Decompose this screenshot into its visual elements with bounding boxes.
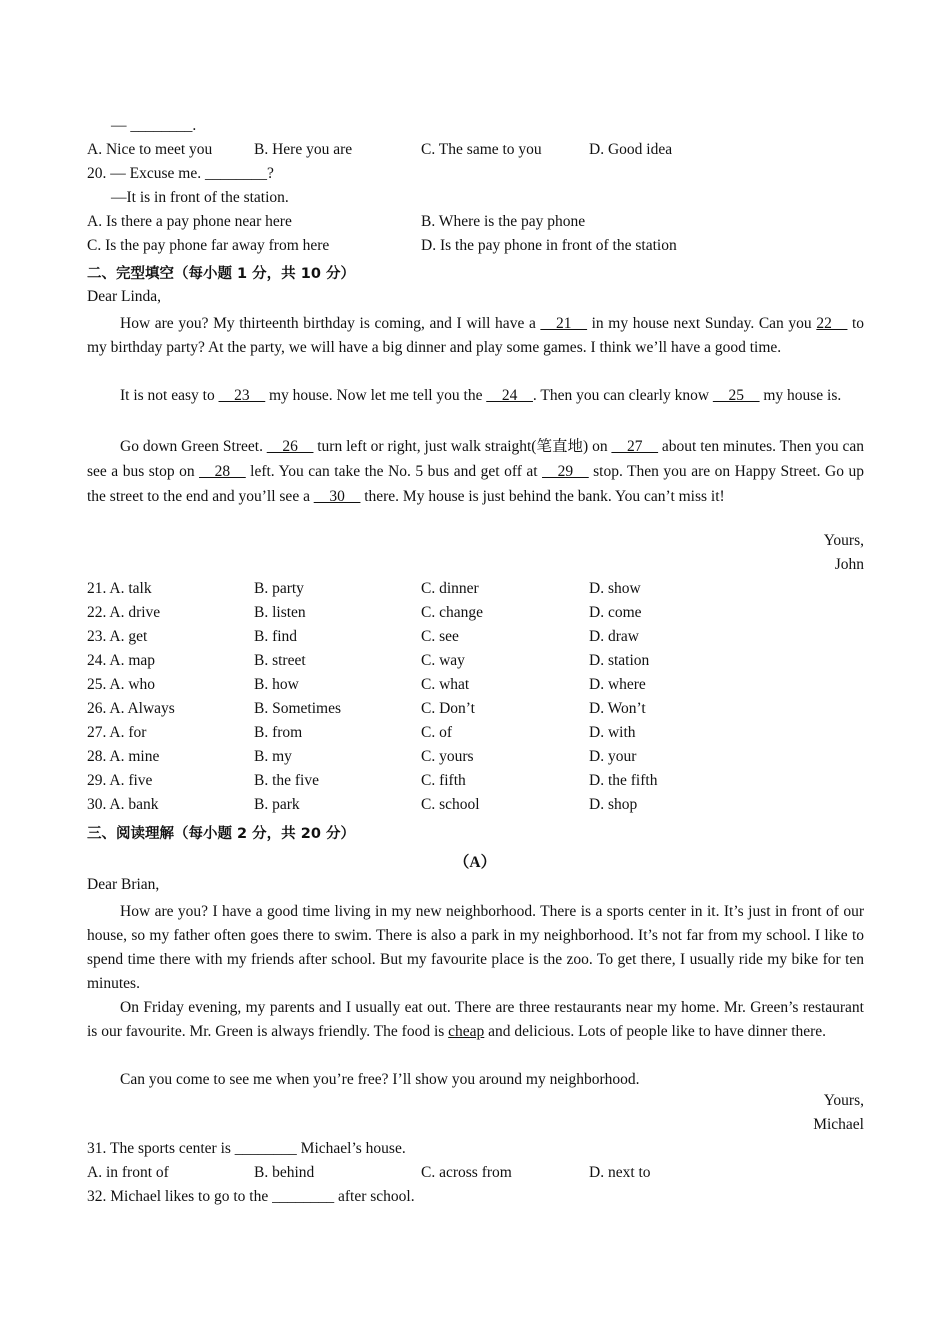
text: my house is. <box>759 387 842 404</box>
q24-option-d: D. station <box>589 652 650 669</box>
q31-option-c: C. across from <box>421 1164 512 1181</box>
q19-option-c: C. The same to you <box>421 141 542 158</box>
text: stop. Then you are on Happy Street. Go up the street to the end and you’ll see a <box>87 463 864 505</box>
q25-option-b: B. how <box>254 676 299 693</box>
q30-option-c: C. school <box>421 796 480 813</box>
q26-option-c: C. Don’t <box>421 700 475 717</box>
reading-closing: Yours, <box>823 1092 864 1109</box>
blank-28: __28__ <box>199 463 246 480</box>
q21-option-a: 21. A. talk <box>87 580 152 597</box>
q23-option-d: D. draw <box>589 628 639 645</box>
q31-option-a: A. in front of <box>87 1164 169 1181</box>
text: left. You can take the No. 5 bus and get off at <box>245 463 543 480</box>
section2-salutation: Dear Linda, <box>87 288 162 305</box>
q21-option-c: C. dinner <box>421 580 479 597</box>
blank-29: __29__ <box>542 463 589 480</box>
q22-option-d: D. come <box>589 604 642 621</box>
q23-option-c: C. see <box>421 628 459 645</box>
q27-option-a: 27. A. for <box>87 724 147 741</box>
reading-paragraph-1: How are you? I have a good time living in my new neighborhood. There is a sports center in it. It’s just in front of our house, so my father often goes there to swim. There is also a park in my neighborhood. It’s not far from my school. I like to spend time there with my friends after school. But my favourite place is the zoo. To get there, I usually ride my bike for ten minutes. <box>87 903 864 992</box>
part-label: （A） <box>453 854 497 871</box>
q20-stem: 20. — Excuse me. ________? <box>87 165 274 182</box>
section2-heading: 二、完型填空（每小题 1 分，共 10 分） <box>87 266 355 282</box>
q29-option-d: D. the fifth <box>589 772 658 789</box>
q31-option-d: D. next to <box>589 1164 651 1181</box>
text: and delicious. Lots of people like to have dinner there. <box>484 1023 827 1040</box>
text: turn left or right, just walk straight(笔直地) on <box>313 438 612 455</box>
q19-option-a: A. Nice to meet you <box>87 141 213 158</box>
q29-option-c: C. fifth <box>421 772 466 789</box>
q27-option-c: C. of <box>421 724 452 741</box>
blank-30: __30__ <box>313 488 361 505</box>
q24-option-b: B. street <box>254 652 306 669</box>
letter-signature: John <box>834 556 864 573</box>
text: there. My house is just behind the bank. You can’t miss it! <box>360 488 725 505</box>
reading-paragraph-2 <box>87 996 864 1044</box>
q28-option-b: B. my <box>254 748 292 765</box>
q20-reply: —It is in front of the station. <box>111 189 289 206</box>
blank-21: __21__ <box>540 315 587 332</box>
q25-option-a: 25. A. who <box>87 676 156 693</box>
q28-option-a: 28. A. mine <box>87 748 160 765</box>
section3-salutation: Dear Brian, <box>87 876 160 893</box>
q19-option-d: D. Good idea <box>589 141 673 158</box>
text: to my birthday party? At the party, we will have a big dinner and play some games. I think we’ll have a good time. <box>87 315 864 356</box>
text: How are you? My thirteenth birthday is coming, and I will have a <box>120 315 541 332</box>
q25-option-c: C. what <box>421 676 470 693</box>
q24-option-c: C. way <box>421 652 465 669</box>
reading-signature: Michael <box>813 1116 864 1133</box>
q22-option-b: B. listen <box>254 604 306 621</box>
blank-27: __27__ <box>611 438 658 455</box>
q24-option-a: 24. A. map <box>87 652 156 669</box>
underlined-word-cheap: cheap <box>448 1023 485 1040</box>
q26-option-d: D. Won’t <box>589 700 646 717</box>
text: It is not easy to <box>120 387 219 404</box>
q29-option-b: B. the five <box>254 772 319 789</box>
q21-option-d: D. show <box>589 580 641 597</box>
q20-option-a: A. Is there a pay phone near here <box>87 213 292 230</box>
cloze-paragraph-1 <box>87 312 864 360</box>
blank-23: __23__ <box>218 387 266 404</box>
cloze-paragraph-3 <box>87 434 864 509</box>
text: about ten minutes. Then you can see a bus stop on <box>87 438 865 480</box>
text: Go down Green Street. <box>120 438 267 455</box>
section3-heading: 三、阅读理解（每小题 2 分，共 20 分） <box>87 826 355 842</box>
letter-closing: Yours, <box>823 532 864 549</box>
q20-option-d: D. Is the pay phone in front of the station <box>421 237 677 254</box>
q23-option-b: B. find <box>254 628 298 645</box>
text: . Then you can clearly know <box>532 387 713 404</box>
q19-option-b: B. Here you are <box>254 141 353 158</box>
q29-option-a: 29. A. five <box>87 772 153 789</box>
q28-option-d: D. your <box>589 748 637 765</box>
q20-option-b: B. Where is the pay phone <box>421 213 586 230</box>
q25-option-d: D. where <box>589 676 646 693</box>
q31-option-b: B. behind <box>254 1164 315 1181</box>
q30-option-b: B. park <box>254 796 300 813</box>
q19-answer-line: — ________. <box>111 117 197 134</box>
text: my house. Now let me tell you the <box>265 387 487 404</box>
text: in my house next Sunday. Can you <box>586 315 817 332</box>
blank-26: __26__ <box>266 438 314 455</box>
q31-stem: 31. The sports center is ________ Michael’s house. <box>87 1140 406 1157</box>
q30-option-a: 30. A. bank <box>87 796 159 813</box>
q22-option-a: 22. A. drive <box>87 604 161 621</box>
blank-24: __24__ <box>486 387 533 404</box>
q26-option-b: B. Sometimes <box>254 700 341 717</box>
q21-option-b: B. party <box>254 580 304 597</box>
blank-25: __25__ <box>712 387 760 404</box>
q30-option-d: D. shop <box>589 796 638 813</box>
q20-option-c: C. Is the pay phone far away from here <box>87 237 330 254</box>
text: On Friday evening, my parents and I usually eat out. There are three restaurants near my home. Mr. Green’s restaurant is our favourite. Mr. Green is always friendly. The food is <box>87 999 864 1040</box>
q23-option-a: 23. A. get <box>87 628 148 645</box>
q27-option-d: D. with <box>589 724 636 741</box>
q26-option-a: 26. A. Always <box>87 700 175 717</box>
reading-paragraph-3: Can you come to see me when you’re free? I’ll show you around my neighborhood. <box>120 1071 640 1088</box>
q32-stem: 32. Michael likes to go to the ________ after school. <box>87 1188 415 1205</box>
blank-22: 22__ <box>816 315 848 332</box>
q22-option-c: C. change <box>421 604 483 621</box>
cloze-paragraph-2 <box>87 384 864 408</box>
q27-option-b: B. from <box>254 724 303 741</box>
q28-option-c: C. yours <box>421 748 474 765</box>
